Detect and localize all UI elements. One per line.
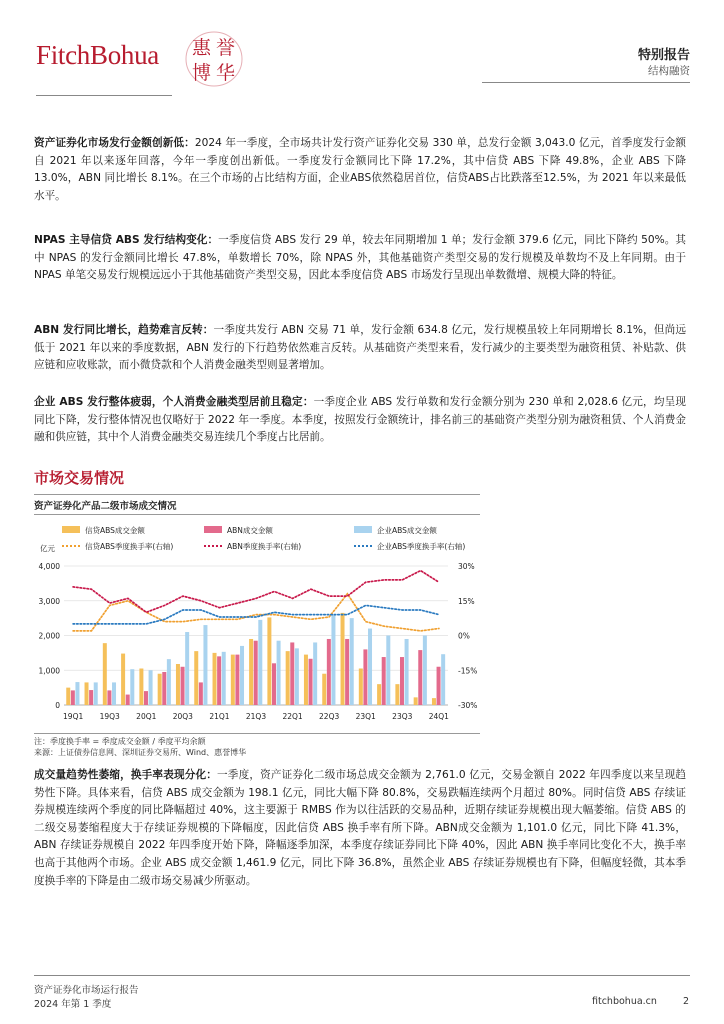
y-axis-unit-label: 亿元 (40, 544, 55, 553)
legend-swatch (62, 526, 80, 533)
bar (213, 653, 217, 705)
legend-label: ABN成交金额 (227, 526, 273, 535)
bar (395, 684, 399, 705)
bar (313, 642, 317, 705)
chart-note: 注：季度换手率 = 季度成交金额 / 季度平均余额 (34, 737, 206, 746)
x-tick-label: 21Q1 (209, 712, 230, 721)
bar (162, 672, 166, 705)
bar (267, 617, 271, 705)
bar (327, 639, 331, 705)
logo-seal-char: 华 (216, 62, 236, 84)
bar (418, 650, 422, 705)
paragraph-abn (34, 322, 686, 375)
x-tick-label: 22Q3 (319, 712, 340, 721)
paragraph-text: 一季度信贷 ABS 发行 29 单，较去年同期增加 1 单；发行金额 379.6 亿元，同比下降约 50%。其中 NPAS 的发行金额同比增长 47.8%，单数增长 70%，除 NPAS 外，其他基础资产类型交易的发行规模及单数均不及上年同期。由于 NPAS 单笔交易发行规模远远小于其他基础资产类型交易，因此本季度信贷 ABS 市场发行呈现出单数微增、规模大降的特征。 (34, 234, 687, 282)
chart-source: 来源：上证债券信息网、深圳证券交易所、Wind、惠誉博华 (34, 748, 247, 757)
bar (89, 690, 93, 705)
bar (295, 648, 299, 705)
chart-title-rule (34, 514, 480, 515)
logo-seal-char: 博 (192, 62, 212, 84)
bar (414, 697, 418, 705)
bar (254, 641, 258, 705)
logo-seal-char: 惠 (192, 37, 212, 59)
legend-label: ABN季度换手率(右轴) (227, 542, 302, 551)
y-tick-label: 0 (55, 701, 60, 710)
bar (176, 664, 180, 705)
bar (423, 636, 427, 706)
paragraph-enterprise-abs (34, 394, 686, 447)
y-tick-label: 1,000 (38, 666, 60, 676)
bar (75, 682, 79, 705)
paragraph-issuance-total (34, 135, 686, 205)
bar (290, 642, 294, 705)
legend-label: 企业ABS季度换手率(右轴) (377, 542, 466, 551)
bar (277, 641, 281, 705)
bar (199, 682, 203, 705)
bar (222, 652, 226, 705)
logo-seal-char: 誉 (216, 37, 236, 59)
bar (400, 657, 404, 705)
legend-label: 信贷ABS季度换手率(右轴) (85, 542, 174, 551)
x-tick-label: 19Q3 (99, 712, 120, 721)
bar (386, 636, 390, 706)
chart-top-rule (34, 494, 480, 495)
bar (231, 655, 235, 705)
footer-website-link[interactable]: fitchbohua.cn (592, 996, 657, 1007)
x-tick-label: 20Q1 (136, 712, 157, 721)
bar (235, 655, 239, 705)
y-tick-label: 3,000 (38, 596, 60, 606)
chart-bottom-rule (34, 733, 480, 734)
chart-title: 资产证券化产品二级市场成交情况 (34, 501, 177, 512)
footer-period: 2024 年第 1 季度 (34, 999, 112, 1010)
x-tick-label: 21Q3 (245, 712, 267, 721)
bar (217, 656, 221, 705)
paragraph-lead: ABN 发行同比增长，趋势难言反转： (34, 324, 214, 336)
y2-tick-label: 30% (458, 562, 475, 571)
y-tick-label: 2,000 (38, 631, 60, 641)
bar (309, 659, 313, 705)
bar (167, 659, 171, 705)
bar (185, 632, 189, 705)
x-tick-label: 19Q1 (63, 712, 84, 721)
bar (432, 698, 436, 705)
paragraph-text: 一季度企业 ABS 发行单数和发行金额分别为 230 单和 2,028.6 亿元，均呈现同比下降，发行整体情况也仅略好于 2022 年一季度。本季度，按照发行金额统计，排名前三的基础资产类型分别为融资租赁、个人消费金融和供应链，其中个人消费金融类交易连续几个季度占比居前。 (34, 396, 686, 444)
header-divider (482, 82, 690, 83)
logo-seal-icon (184, 30, 244, 88)
secondary-market-chart (34, 520, 480, 730)
bar (121, 654, 125, 705)
bar (322, 674, 326, 705)
bar (126, 695, 130, 705)
y2-tick-label: -15% (458, 666, 478, 676)
logo-wordmark: FitchBohua (36, 40, 159, 70)
bar (66, 688, 70, 705)
y2-tick-label: -30% (458, 701, 478, 710)
footer-report-name: 资产证券化市场运行报告 (34, 985, 139, 996)
bar (94, 682, 98, 705)
y-tick-label: 4,000 (38, 562, 60, 571)
bar (405, 639, 409, 705)
paragraph-text: 一季度，资产证券化二级市场总成交金额为 2,761.0 亿元，交易金额自 2022 年四季度以来呈现趋势性下降。具体来看，信贷 ABS 成交金额为 198.1 亿元，同比大幅下降 80.8%，交易跌幅连续两个月超过 80%。同时信贷 ABS 存续证券规模连续两个季度的同比降幅超过 40%，这主要源于 RMBS 作为以往活跃的交易品种，近期存续证券规模出现大幅萎缩。信贷 ABS 的二级交易萎缩程度大于存续证券规模的下降幅度，因此信贷 ABS 换手率有所下降。ABN成交金额为 1,101.0 亿元，同比下降 41.3%，ABN 存续证券规模自 2022 年四季度开始下降，降幅逐季加深，本季度存续证券同比下降 40%，因此 ABN 换手率同比变化不大，换手率也高于其他两个市场。企业 ABS 成交金额 1,461.9 亿元，同比下降 36.8%，虽然企业 ABS 存续证券规模也有下降，但幅度轻微，其本季度换手率的下降是由二级市场交易减少所驱动。 (34, 769, 686, 887)
bar (71, 690, 75, 705)
logo-divider (36, 95, 172, 96)
footer-divider (34, 975, 690, 976)
x-tick-label: 20Q3 (172, 712, 193, 721)
legend-swatch (354, 526, 372, 533)
x-tick-label: 22Q1 (282, 712, 303, 721)
paragraph-lead: 成交量趋势性萎缩，换手率表现分化： (34, 769, 218, 781)
y2-tick-label: 15% (458, 596, 475, 606)
bar (331, 615, 335, 705)
x-tick-label: 23Q3 (392, 712, 413, 721)
paragraph-lead: NPAS 主导信贷 ABS 发行结构变化： (34, 234, 219, 246)
bar (258, 620, 262, 705)
bar (240, 646, 244, 705)
paragraph-secondary-market (34, 767, 686, 890)
bar (139, 669, 143, 705)
bar (363, 649, 367, 705)
bar (304, 655, 308, 705)
bar (112, 682, 116, 705)
paragraph-text: 2024 年一季度，全市场共计发行资产证券化交易 330 单，总发行金额 3,043.0 亿元，首季度发行金额自 2021 年以来逐年回落，今年一季度创出新低。一季度发行金额同比下降 17.2%，其中信贷 ABS 下降 49.8%，企业 ABS 下降 13.0%，ABN 同比增长 8.1%。在三个市场的占比结构方面，企业ABS依然稳居首位，信贷ABS占比跌落至12.5%，为 2021 年以来最低水平。 (34, 137, 686, 202)
bar (382, 657, 386, 705)
bar (341, 613, 345, 705)
bar (377, 684, 381, 705)
x-tick-label: 23Q1 (355, 712, 376, 721)
bar (359, 669, 363, 705)
bar (249, 639, 253, 705)
bar (130, 669, 134, 705)
paragraph-text: 一季度共发行 ABN 交易 71 单，发行金额 634.8 亿元，发行规模虽较上年同期增长 8.1%，但尚远低于 2021 年以来的季度数据，ABN 发行的下行趋势依然难言反转。从基础资产类型来看，发行减少的主要类型为融资租赁、补贴款、供应链和应收账款，而小微贷款和个人消费金融类型则显著增加。 (34, 324, 686, 372)
bar (85, 682, 89, 705)
page-number: 2 (683, 996, 690, 1007)
bar (149, 670, 153, 705)
bar (144, 691, 148, 705)
bar (441, 654, 445, 705)
bar (107, 690, 111, 705)
bar (368, 629, 372, 705)
legend-swatch (204, 526, 222, 533)
bar (181, 667, 185, 705)
section-title: 市场交易情况 (34, 469, 125, 487)
bar (286, 651, 290, 705)
bar (103, 643, 107, 705)
legend-label: 企业ABS成交金额 (377, 526, 437, 535)
paragraph-lead: 企业 ABS 发行整体疲弱，个人消费金融类型居前且稳定： (34, 396, 314, 408)
bar (437, 667, 441, 705)
series-line (73, 571, 439, 613)
bar (158, 674, 162, 705)
paragraph-lead: 资产证券化市场发行金额创新低： (34, 137, 195, 149)
bar (194, 651, 198, 705)
x-tick-label: 24Q1 (428, 712, 449, 721)
legend-label: 信贷ABS成交金额 (85, 526, 145, 535)
y2-tick-label: 0% (458, 631, 470, 641)
bar (350, 618, 354, 705)
bar (345, 639, 349, 705)
report-type: 特别报告 (637, 48, 690, 63)
bar (272, 663, 276, 705)
bar (203, 625, 207, 705)
paragraph-credit-abs (34, 232, 686, 285)
report-category: 结构融资 (648, 65, 690, 77)
